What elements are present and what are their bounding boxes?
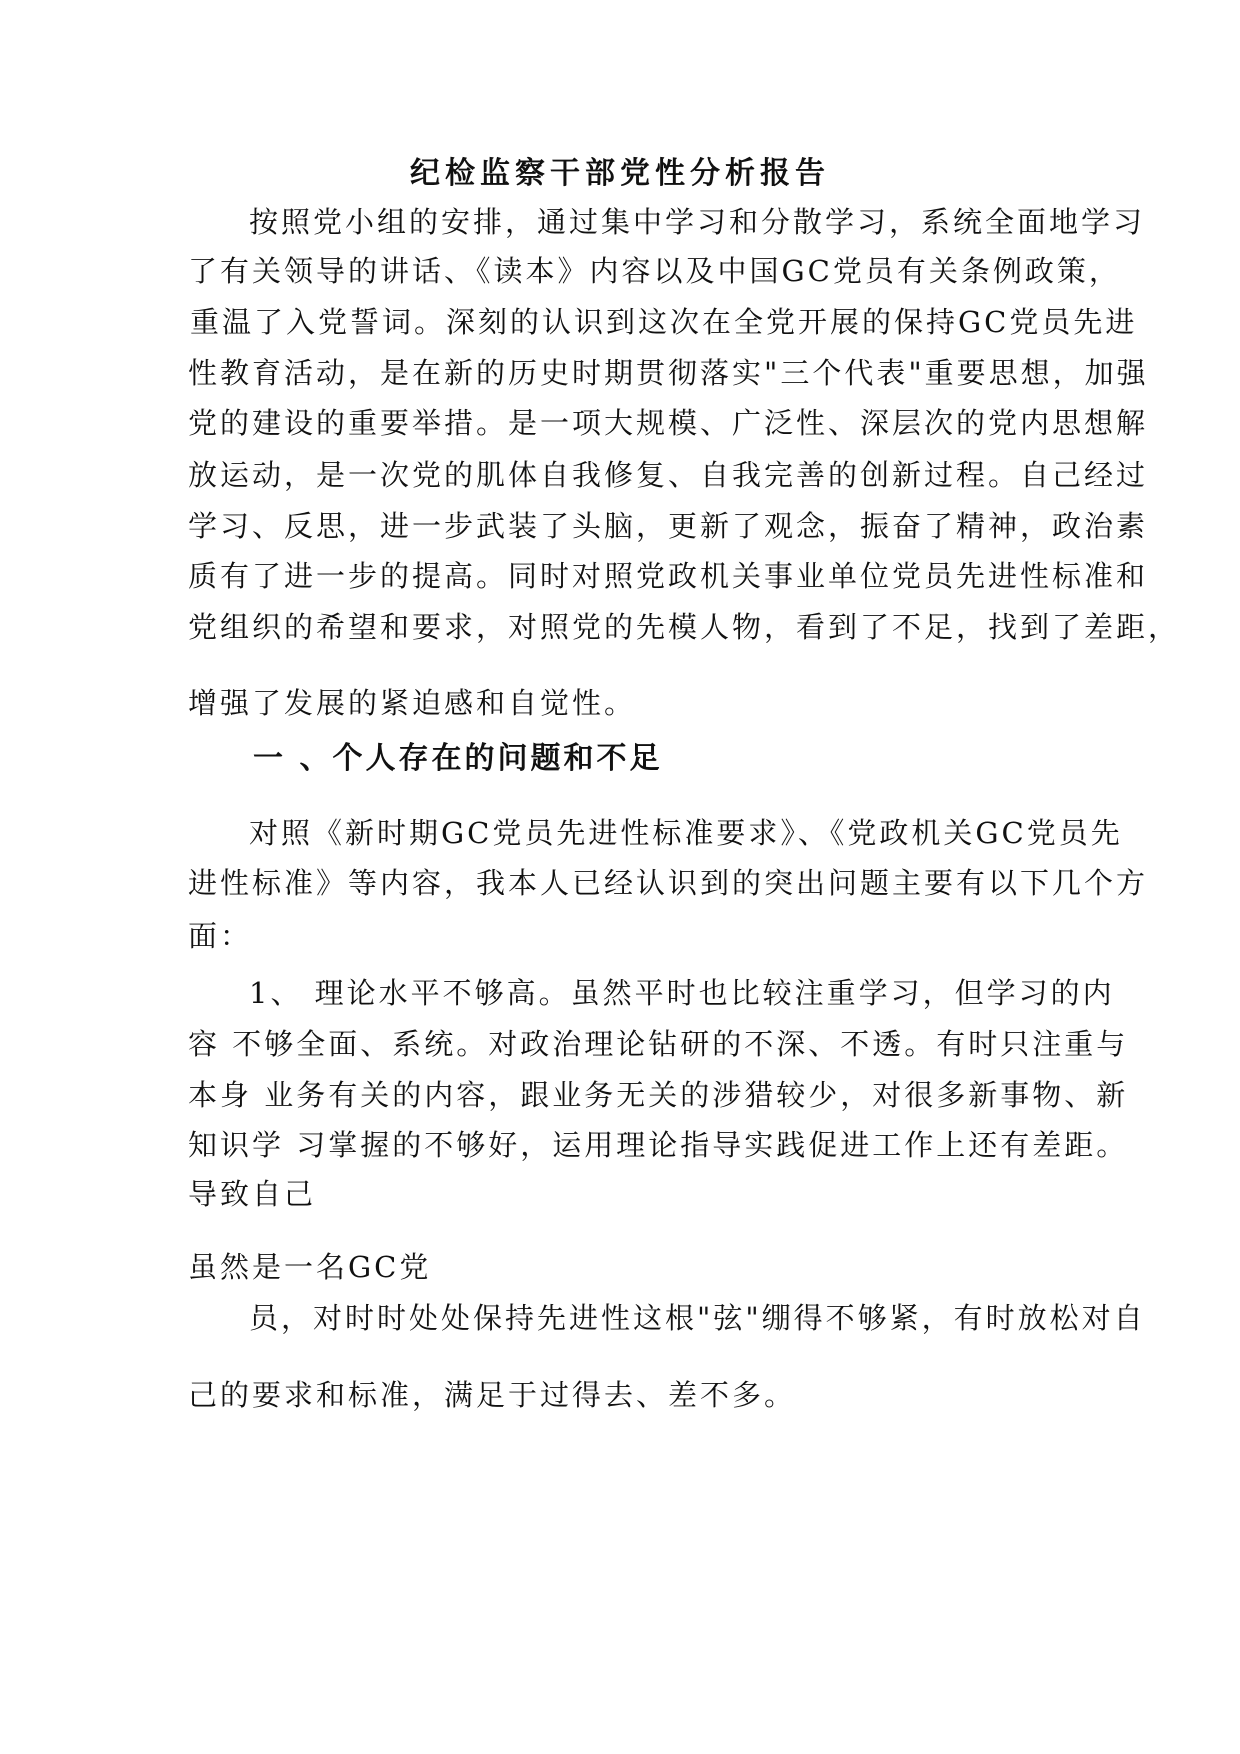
- intro-line-9: 党组织的希望和要求，对照党的先模人物，看到了不足，找到了差距，: [188, 610, 1181, 644]
- item1-line-6: 虽然是一名GC党: [188, 1250, 432, 1284]
- intro-line-6: 放运动，是一次党的肌体自我修复、自我完善的创新过程。自己经过: [188, 458, 1149, 492]
- section-line-1: 对照《新时期GC党员先进性标准要求》、《党政机关GC党员先: [249, 816, 1123, 850]
- intro-line-1: 按照党小组的安排，通过集中学习和分散学习，系统全面地学习: [249, 205, 1146, 239]
- document-title: 纪检监察干部党性分析报告: [410, 156, 830, 191]
- section-line-2: 进性标准》等内容，我本人已经认识到的突出问题主要有以下几个方: [188, 866, 1149, 900]
- section-heading: 一 、个人存在的问题和不足: [253, 741, 663, 776]
- item1-line-8: 己的要求和标准，满足于过得去、差不多。: [188, 1378, 797, 1412]
- item1-line-7: 员，对时时处处保持先进性这根"弦"绷得不够紧，有时放松对自: [249, 1301, 1146, 1335]
- intro-line-7: 学习、反思，进一步武装了头脑，更新了观念，振奋了精神，政治素: [188, 509, 1149, 543]
- intro-line-4: 性教育活动，是在新的历史时期贯彻落实"三个代表"重要思想，加强: [188, 356, 1149, 390]
- intro-line-10: 增强了发展的紧迫感和自觉性。: [188, 686, 637, 720]
- item1-line-4: 知识学 习掌握的不够好，运用理论指导实践促进工作上还有差距。: [188, 1128, 1129, 1162]
- intro-line-3: 重温了入党誓词。深刻的认识到这次在全党开展的保持GC党员先进: [190, 305, 1138, 339]
- item1-line-1: 1、 理论水平不够高。虽然平时也比较注重学习，但学习的内: [249, 976, 1115, 1010]
- intro-line-2: 了有关领导的讲话、《读本》内容以及中国GC党员有关条例政策，: [188, 254, 1121, 288]
- item1-line-5: 导致自己: [188, 1177, 317, 1211]
- intro-line-5: 党的建设的重要举措。是一项大规模、广泛性、深层次的党内思想解: [188, 406, 1149, 440]
- item1-line-3: 本身 业务有关的内容，跟业务无关的涉猎较少，对很多新事物、新: [188, 1078, 1129, 1112]
- item1-line-2: 容 不够全面、系统。对政治理论钻研的不深、不透。有时只注重与: [188, 1027, 1129, 1061]
- section-line-3: 面：: [188, 919, 253, 953]
- intro-line-8: 质有了进一步的提高。同时对照党政机关事业单位党员先进性标准和: [188, 559, 1149, 593]
